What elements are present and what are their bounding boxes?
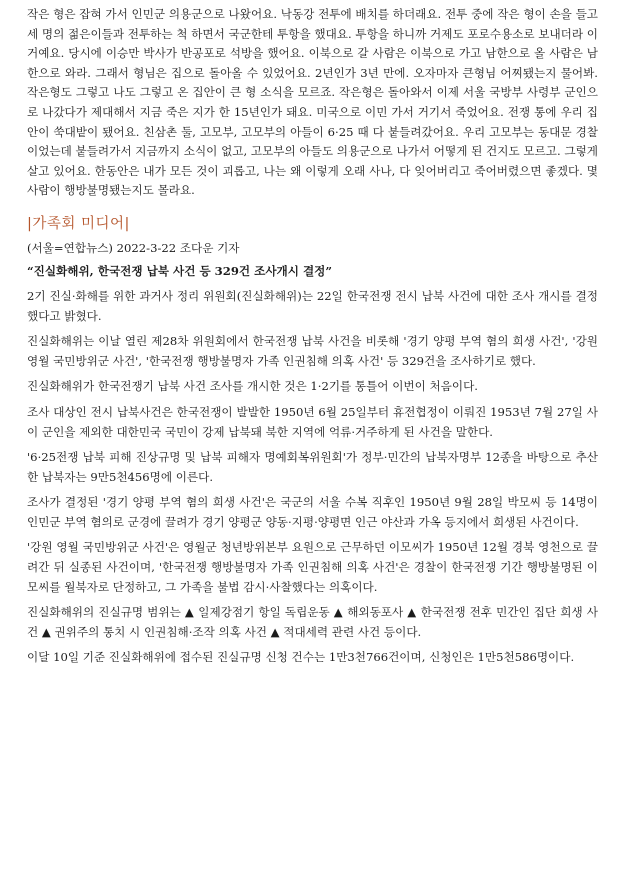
article-headline: “진실화해위, 한국전쟁 납북 사건 등 329건 조사개시 결정”: [27, 263, 333, 278]
article-paragraph-7: '강원 영월 국민방위군 사건'은 영월군 청년방위본부 요원으로 근무하던 이모씨가 1950년 12월 경북 영천으로 끌려간 뒤 실종된 사건이며, '한국전쟁 행방불명자 가족 인권침해 의혹 사건'은 경찰이 한국전쟁 기간 행방불명된 이모씨를 월북자로 단정하고, 그 가족을 불법 감시·사찰했다는 의혹이다.: [27, 540, 598, 594]
article-byline: (서울=연합뉴스) 2022-3-22 조다운 기자: [27, 240, 240, 255]
article-paragraph-9: 이달 10일 기준 진실화해위에 접수된 진실규명 신청 건수는 1만3천766건이며, 신청인은 1만5천586명이다.: [27, 650, 575, 665]
section-title: |가족회 미디어|: [27, 215, 130, 232]
article-paragraph-6: 조사가 결정된 '경기 양평 부역 혐의 희생 사건'은 국군의 서울 수복 직후인 1950년 9월 28일 박모씨 등 14명이 인민군 부역 혐의로 군경에 끌려가 경기 양평군 양동·지평·양평면 인근 야산과 가옥 등지에서 희생된 사건이다.: [27, 495, 598, 529]
article-paragraph-3: 진실화해위가 한국전쟁기 납북 사건 조사를 개시한 것은 1·2기를 통틀어 이번이 처음이다.: [27, 379, 478, 394]
testimony-paragraph: 작은 형은 잡혀 가서 인민군 의용군으로 나왔어요. 낙동강 전투에 배치를 하더래요. 전투 중에 작은 형이 손을 들고 세 명의 젊은이들과 전투하는 척 하면서 국군한테 투항을 했대요. 투항을 하니까 거제도 포로수용소로 보내더라 이거예요. 당시에 이승만 박사가 반공포로 석방을 했어요. 이북으로 갈 사람은 이북으로 가고 남한으로 올 사람은 남한으로 와라. 그래서 형님은 집으로 돌아올 수 있었어요. 2년인가 3년 만에. 오자마자 큰형님 어찌됐는지 물어봐. 작은형도 그렇고 나도 그렇고 온 집안이 큰 형 소식을 모르죠. 작은형은 돌아와서 이제 서울 국방부 사령부 군인으로 나갔다가 제대해서 지금 죽은 지가 한 15년인가 돼요. 미국으로 이민 가서 거기서 죽었어요. 전쟁 통에 우리 집안이 쑥대밭이 됐어요. 친삼촌 둘, 고모부, 고모부의 아들이 6·25 때 다 붙들려갔어요. 우리 고모부는 동대문 경찰이었는데 붙들려가서 지금까지 소식이 없고, 고모부의 아들도 의용군으로 나가서 어떻게 된 건지도 모르고. 그렇게 살고 있어요. 한동안은 내가 모든 것이 괴롭고, 나는 왜 이렇게 오래 사나, 다 잊어버리고 죽어버렸으면 좋겠다. 몇 사람이 행방불명됐는지도 몰라요.: [27, 7, 598, 198]
article-paragraph-1: 2기 진실·화해를 위한 과거사 정리 위원회(진실화해위)는 22일 한국전쟁 전시 납북 사건에 대한 조사 개시를 결정했다고 밝혔다.: [27, 288, 598, 323]
article-paragraph-4: 조사 대상인 전시 납북사건은 한국전쟁이 발발한 1950년 6월 25일부터 휴전협정이 이뤄진 1953년 7월 27일 사이 군인을 제외한 대한민국 국민이 강제 납북돼 북한 지역에 억류·거주하게 된 사건을 말한다.: [27, 404, 598, 439]
article-paragraph-5: '6·25전쟁 납북 피해 진상규명 및 납북 피해자 명예회복위원회'가 정부·민간의 납북자명부 12종을 바탕으로 추산한 납북자는 9만5천456명에 이른다.: [27, 450, 598, 484]
article-paragraph-2: 진실화해위는 이날 열린 제28차 위원회에서 한국전쟁 납북 사건을 비롯해 '경기 양평 부역 혐의 희생 사건', '강원 영월 국민방위군 사건', '한국전쟁 행방불명자 가족 인권침해 의혹 사건' 등 329건을 조사하기로 했다.: [27, 334, 598, 368]
article-paragraph-8: 진실화해위의 진실규명 범위는 ▲ 일제강점기 항일 독립운동 ▲ 해외동포사 ▲ 한국전쟁 전후 민간인 집단 희생 사건 ▲ 권위주의 통치 시 인권침해·조작 의혹 사건 ▲ 적대세력 관련 사건 등이다.: [27, 605, 598, 639]
